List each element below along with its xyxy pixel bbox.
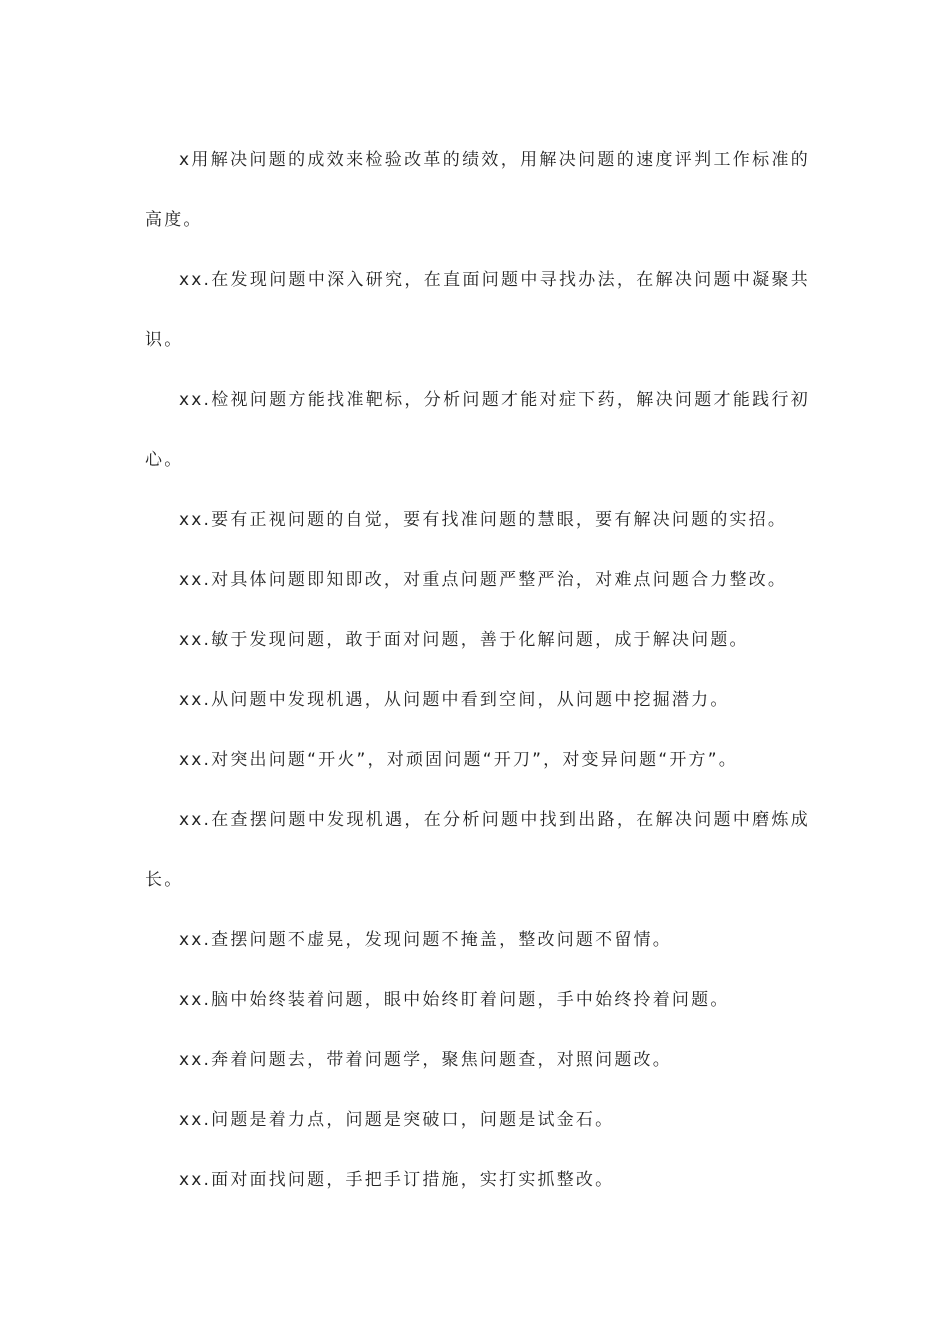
paragraph: x用解决问题的成效来检验改革的绩效，用解决问题的速度评判工作标准的高度。 <box>145 150 810 230</box>
paragraph: xx.查摆问题不虚晃，发现问题不掩盖，整改问题不留情。 <box>179 930 672 950</box>
document-body <box>145 130 810 1225</box>
paragraph: xx.从问题中发现机遇，从问题中看到空间，从问题中挖掘潜力。 <box>179 690 730 710</box>
paragraph: xx.奔着问题去，带着问题学，聚焦问题查，对照问题改。 <box>179 1050 672 1070</box>
paragraph: xx.检视问题方能找准靶标，分析问题才能对症下药，解决问题才能践行初心。 <box>145 390 810 470</box>
paragraph: xx.面对面找问题，手把手订措施，实打实抓整改。 <box>179 1170 615 1190</box>
paragraph: xx.敏于发现问题，敢于面对问题，善于化解问题，成于解决问题。 <box>179 630 749 650</box>
paragraph: xx.脑中始终装着问题，眼中始终盯着问题，手中始终拎着问题。 <box>179 990 730 1010</box>
paragraph: xx.对具体问题即知即改，对重点问题严整严治，对难点问题合力整改。 <box>179 570 788 590</box>
paragraph: xx.在查摆问题中发现机遇，在分析问题中找到出路，在解决问题中磨炼成长。 <box>145 810 810 890</box>
paragraph: xx.对突出问题“开火”，对顽固问题“开刀”，对变异问题“开方”。 <box>179 750 738 770</box>
paragraph: xx.问题是着力点，问题是突破口，问题是试金石。 <box>179 1110 615 1130</box>
paragraph: xx.在发现问题中深入研究，在直面问题中寻找办法，在解决问题中凝聚共识。 <box>145 270 810 350</box>
paragraph: xx.要有正视问题的自觉，要有找准问题的慧眼，要有解决问题的实招。 <box>179 510 788 530</box>
